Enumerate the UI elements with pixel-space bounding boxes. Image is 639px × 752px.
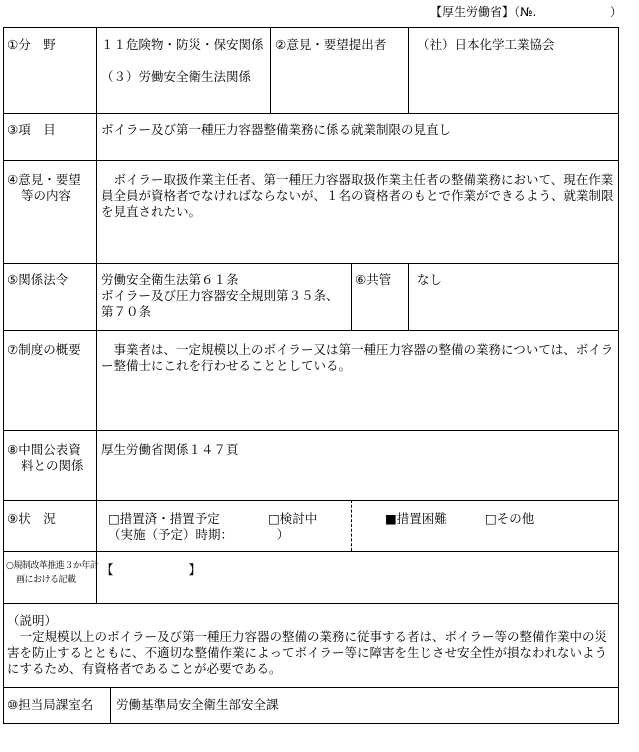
plan-label-line2: 画における記載 xyxy=(16,575,76,585)
header xyxy=(430,4,623,20)
submitter-label: ②意見・要望提出者 xyxy=(275,37,387,52)
ministry-label: 【厚生労働省】 xyxy=(430,5,515,19)
label-column-divider xyxy=(96,27,97,603)
column-divider xyxy=(110,687,111,724)
explanation-heading: （説明） xyxy=(7,613,58,628)
law-label: ⑤関係法令 xyxy=(7,272,69,287)
status-dashed-divider xyxy=(351,500,352,551)
law-line2: ボイラー及び圧力容器安全規則第３５条、第７０条 xyxy=(101,288,339,319)
plan-value: 【 】 xyxy=(101,562,202,577)
column-divider xyxy=(408,263,409,330)
department-label: ⑩担当局課室名 xyxy=(7,697,94,712)
interim-label-line1: ⑧中間公表資 xyxy=(7,442,81,457)
status-option-difficult[interactable]: ■措置困難 xyxy=(385,511,447,526)
column-divider xyxy=(270,27,271,113)
status-label: ⑨状 況 xyxy=(7,511,56,526)
row-divider xyxy=(3,603,619,604)
explanation-text: 一定規模以上のボイラー及び第一種圧力容器の整備の業務に従事する者は、ボイラー等の整備作業中の災害を防止するとともに、不適切な整備作業によってボイラー等に障害を生じさせ安全性が損なわれないようにするため、有資格者であることが必要である。 xyxy=(7,629,608,676)
interim-label-line2: 料との関係 xyxy=(21,458,84,473)
item-label: ③項 目 xyxy=(7,122,56,137)
system-text: 事業者は、一定規模以上のボイラー又は第一種圧力容器の整備の業務については、ボイラー整備士にこれを行わせることとしている。 xyxy=(101,342,614,373)
field-value-line2: （３）労働安全衛生法関係 xyxy=(101,69,252,84)
jurisdiction-value: なし xyxy=(417,272,443,287)
plan-label-line1: ○規制改革推進３か年計 xyxy=(6,561,99,571)
field-value-line1: １１危険物・防災・保安関係 xyxy=(101,37,264,52)
row-divider xyxy=(3,687,619,688)
column-divider xyxy=(408,27,409,113)
submitter-value: （社）日本化学工業協会 xyxy=(417,37,555,52)
request-text: ボイラー取扱作業主任者、第一種圧力容器取扱作業主任者の整備業務において、現在作業員全員が資格者でなければならないが、１名の資格者のもとで作業ができるよう、就業制限を見直されたい。 xyxy=(101,172,614,219)
status-option-other[interactable]: □その他 xyxy=(485,511,535,526)
status-option-under-review[interactable]: □検討中 xyxy=(268,511,318,526)
department-value: 労働基準局安全衛生部安全課 xyxy=(116,697,279,712)
number-label: （№. xyxy=(514,5,537,19)
interim-value: 厚生労働省関係１４７頁 xyxy=(101,442,239,457)
law-line1: 労働安全衛生法第６１条 xyxy=(101,272,239,287)
field-label: ①分 野 xyxy=(7,37,56,52)
jurisdiction-label: ⑥共管 xyxy=(355,272,392,287)
system-label: ⑦制度の概要 xyxy=(7,342,81,357)
status-implementation-date: （実施（予定）時期： ） xyxy=(108,527,290,542)
item-value: ボイラー及び第一種圧力容器整備業務に係る就業制限の見直し xyxy=(101,122,452,137)
request-label-line2: 等の内容 xyxy=(21,188,72,203)
request-label-line1: ④意見・要望 xyxy=(7,172,81,187)
number-close: ） xyxy=(610,5,623,19)
column-divider xyxy=(351,263,352,330)
status-option-implemented[interactable]: □措置済・措置予定 xyxy=(108,511,220,526)
